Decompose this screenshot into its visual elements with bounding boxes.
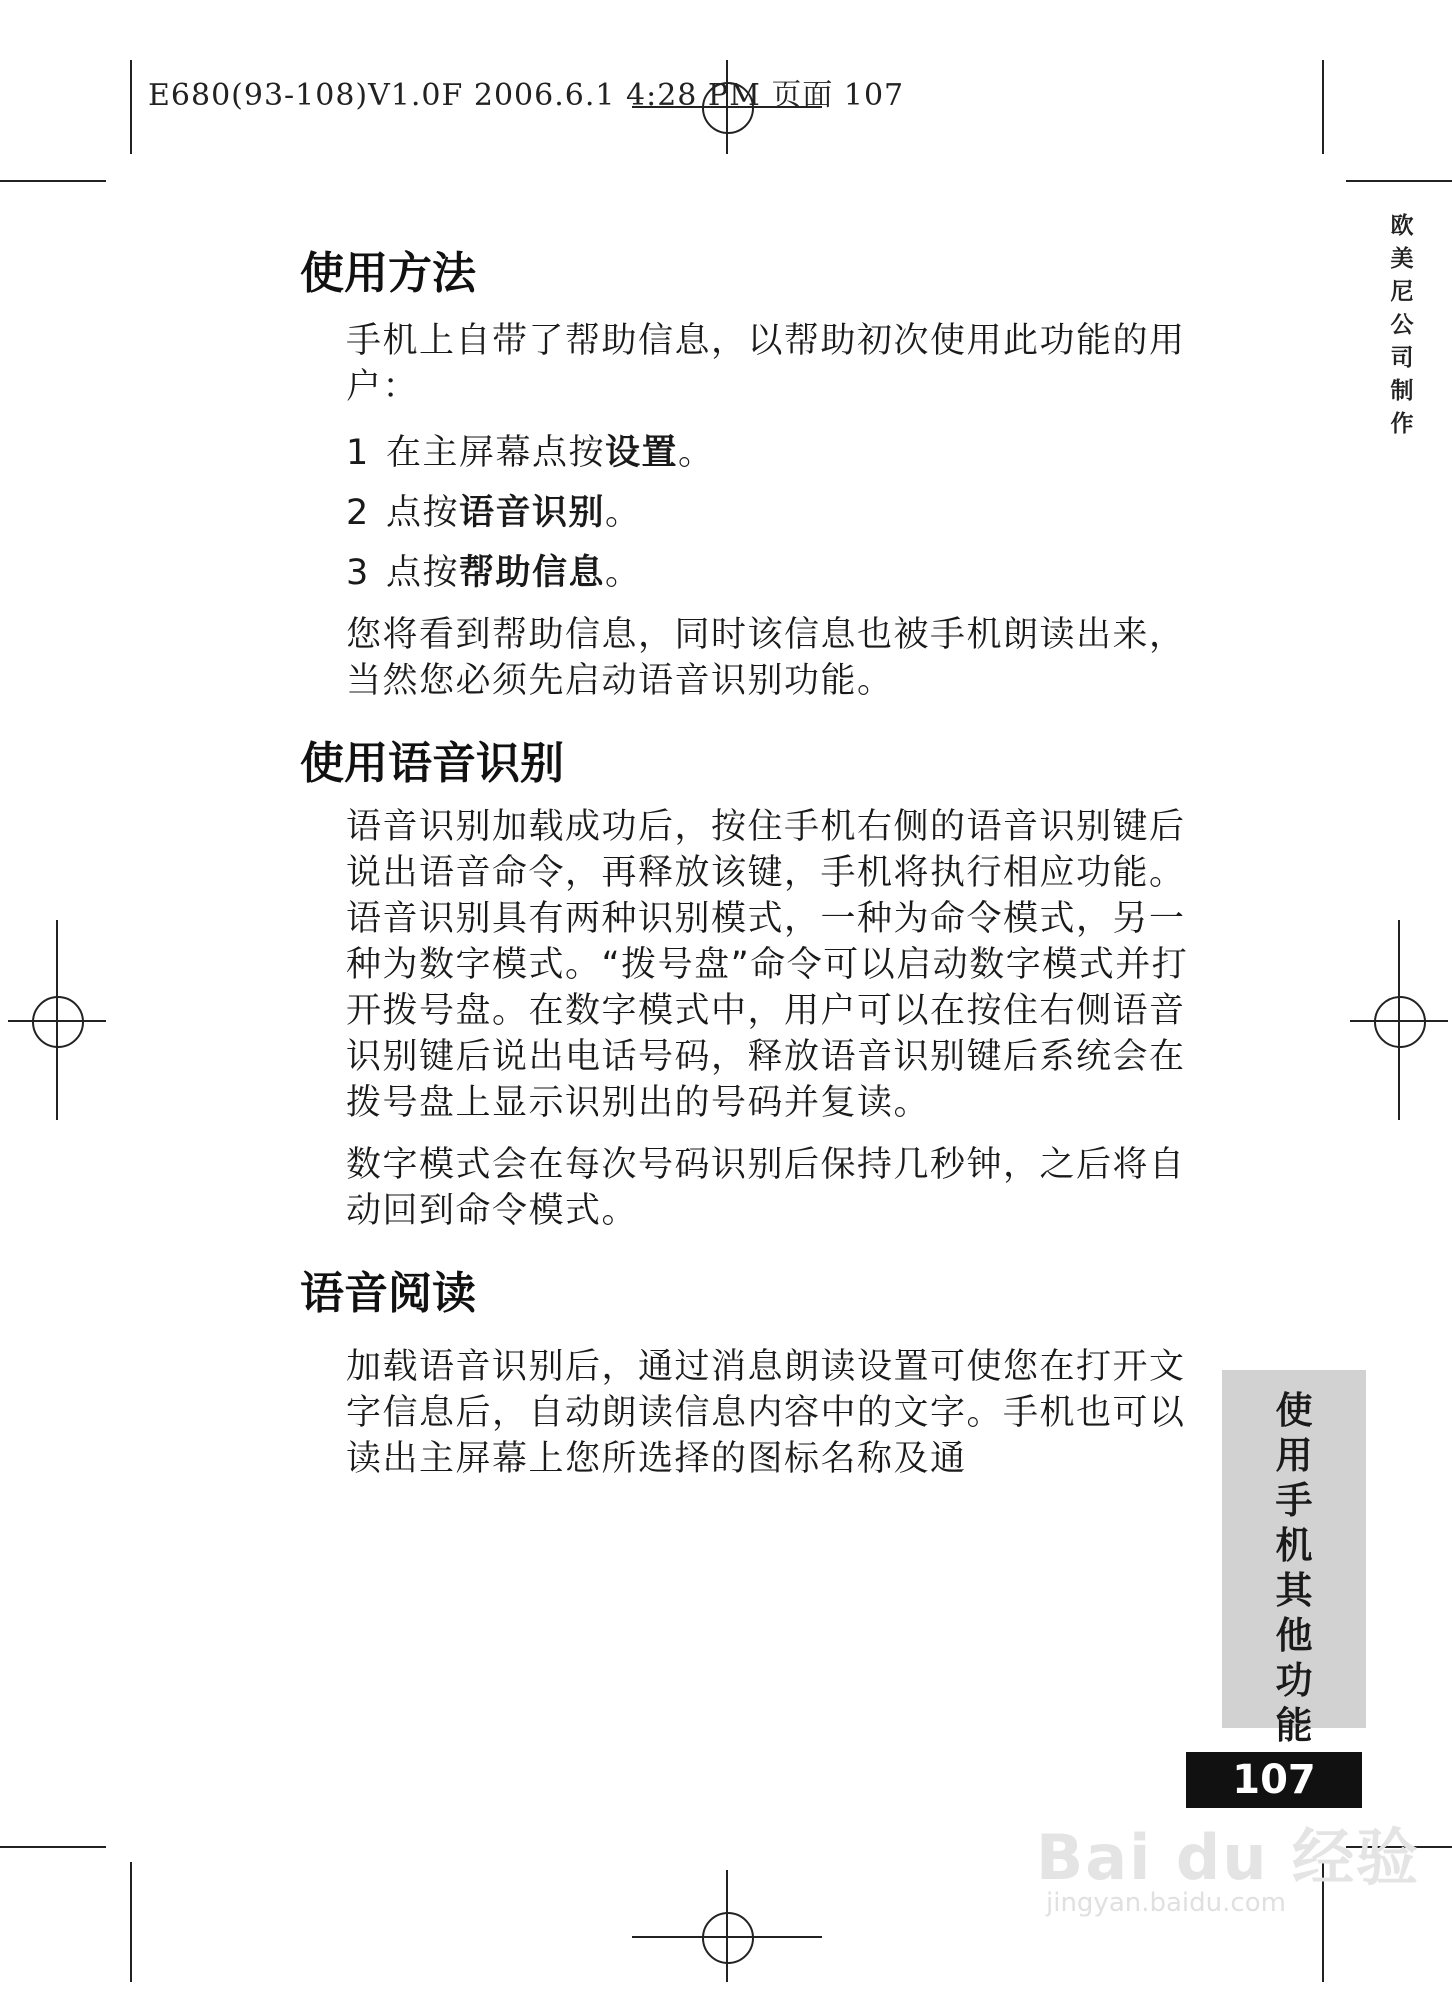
section-title-usage: 使用方法 [300, 248, 476, 299]
section-title-voice-reading: 语音阅读 [300, 1268, 476, 1319]
chapter-tab-char: 他 [1275, 1614, 1313, 1657]
usage-outro: 您将看到帮助信息，同时该信息也被手机朗读出来，当然您必须先启动语音识别功能。 [346, 615, 1186, 701]
voice-recognition-paragraph-1: 语音识别加载成功后，按住手机右侧的语音识别键后说出语音命令，再释放该键，手机将执行相应功能。语音识别具有两种识别模式，一种为命令模式，另一种为数字模式。“拨号盘”命令可以启动数字模式并打开拨号盘。在数字模式中，用户可以在按住右侧语音识别键后说出电话号码，释放语音识别键后系统会在拨号盘上显示识别出的号码并复读。 [346, 807, 1189, 1123]
chapter-tab-char: 手 [1275, 1479, 1313, 1522]
side-brand-char: 制 [1390, 378, 1414, 404]
registration-mark [32, 996, 84, 1048]
print-header: E680(93-108)V1.0F 2006.6.1 4:28 PM 页面 107 [148, 78, 905, 113]
side-brand-char: 公 [1390, 312, 1414, 338]
crop-mark [0, 180, 106, 182]
step-item [346, 550, 1200, 596]
side-brand-char: 作 [1390, 411, 1414, 437]
crop-mark [130, 60, 132, 154]
chapter-tab-char: 机 [1275, 1524, 1313, 1567]
watermark-logo-text: Bai du 经验 [1036, 1821, 1421, 1894]
registration-mark [702, 1912, 754, 1964]
section-title-voice-recognition: 使用语音识别 [300, 738, 564, 789]
step-text: 点按 [386, 553, 460, 593]
crop-mark [0, 1846, 106, 1848]
chapter-tab-char: 其 [1275, 1569, 1313, 1612]
step-text: 点按 [386, 493, 460, 533]
step-item [346, 430, 1200, 476]
main-content [300, 244, 1200, 1482]
page-number: 107 [1186, 1752, 1362, 1808]
step-bold-term: 语音识别 [459, 493, 606, 533]
chapter-tab-char: 能 [1275, 1704, 1313, 1747]
side-brand-char: 欧 [1390, 213, 1414, 239]
crop-mark [130, 1862, 132, 1982]
step-number: 1 [346, 433, 370, 473]
side-brand-char: 尼 [1390, 279, 1414, 305]
side-brand-char: 司 [1390, 345, 1414, 371]
step-number: 3 [346, 553, 370, 593]
step-end: 。 [678, 433, 715, 473]
side-brand-vertical [1384, 210, 1420, 441]
chapter-tab-char: 用 [1275, 1434, 1313, 1477]
step-bold-term: 帮助信息 [459, 553, 606, 593]
chapter-tab [1222, 1370, 1366, 1747]
registration-mark [1374, 996, 1426, 1048]
crop-mark [1346, 180, 1452, 182]
baidu-watermark [1036, 1800, 1421, 1918]
usage-intro: 手机上自带了帮助信息，以帮助初次使用此功能的用户： [346, 321, 1186, 407]
chapter-tab-char: 功 [1275, 1659, 1313, 1702]
voice-recognition-paragraph-2: 数字模式会在每次号码识别后保持几秒钟，之后将自动回到命令模式。 [346, 1145, 1186, 1231]
chapter-tab-char: 使 [1275, 1389, 1313, 1432]
step-end: 。 [605, 553, 642, 593]
step-end: 。 [605, 493, 642, 533]
side-brand-char: 美 [1390, 246, 1414, 272]
voice-reading-paragraph-1: 加载语音识别后，通过消息朗读设置可使您在打开文字信息后，自动朗读信息内容中的文字。手机也可以读出主屏幕上您所选择的图标名称及通 [346, 1347, 1186, 1479]
crop-mark [1322, 60, 1324, 154]
watermark-url: jingyan.baidu.com [1046, 1888, 1286, 1918]
step-bold-term: 设置 [605, 433, 679, 473]
chapter-tab-text [1222, 1388, 1366, 1748]
step-number: 2 [346, 493, 370, 533]
step-item [346, 490, 1200, 536]
step-text: 在主屏幕点按 [386, 433, 606, 473]
